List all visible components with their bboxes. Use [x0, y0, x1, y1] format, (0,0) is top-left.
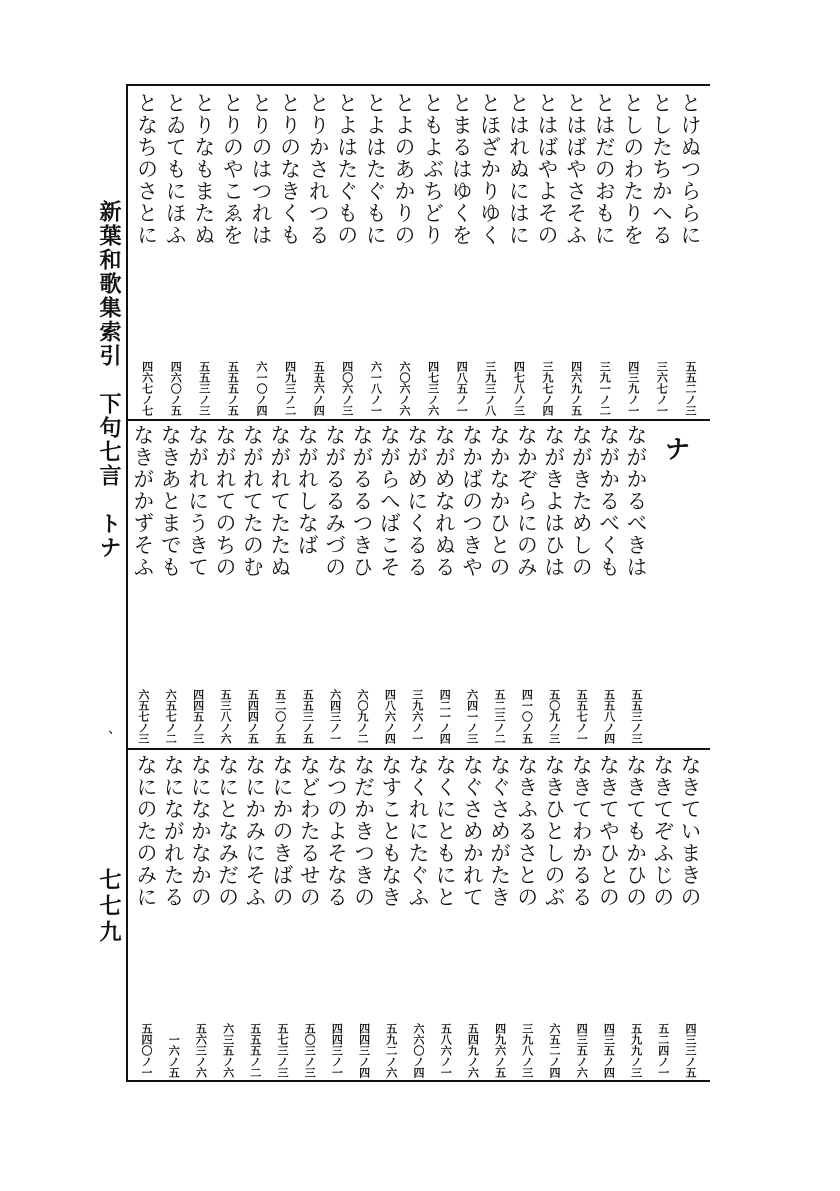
index-entry	[218, 92, 246, 416]
index-entry	[649, 754, 677, 1078]
index-entry	[186, 754, 214, 1078]
index-entry	[540, 424, 568, 744]
entry-reference: 四二一ノ四	[438, 689, 452, 744]
entry-verse: なきひとしのぶ	[542, 754, 566, 908]
index-entry	[431, 754, 459, 1078]
index-entry	[295, 754, 323, 1078]
entry-verse: とりのはつれは	[249, 92, 273, 246]
index-entry	[238, 424, 266, 744]
entry-reference: 五五三ノ五	[301, 689, 315, 744]
entry-reference: 六四三ノ一	[328, 689, 342, 744]
entry-verse: なくにともにと	[433, 754, 458, 908]
index-entry	[211, 424, 239, 744]
entry-verse: なかなかひとの	[487, 424, 511, 578]
index-entry	[129, 424, 157, 744]
entry-verse: なにかのきばの	[270, 754, 294, 908]
index-entry	[486, 754, 514, 1078]
entry-verse: としたちかへる	[649, 92, 674, 246]
entry-verse: なにかみにそふ	[242, 754, 267, 908]
entry-verse: ながめにくるる	[404, 424, 429, 578]
index-entry	[184, 424, 212, 744]
entry-verse: とりのなきくも	[277, 92, 302, 246]
index-entry	[276, 92, 304, 416]
entry-verse: なになかなかの	[188, 754, 213, 908]
entry-reference: 五九二ノ六	[384, 1023, 398, 1078]
entry-verse: ながれしなば	[295, 424, 320, 556]
entry-reference: 六五七ノ三	[136, 689, 150, 744]
entry-verse: とはばやよその	[535, 92, 559, 246]
index-entry	[513, 754, 541, 1078]
index-entry	[247, 92, 275, 416]
index-entry	[430, 424, 458, 744]
entry-reference: 四七八ノ三	[512, 361, 526, 416]
entry-reference: 五八六ノ一	[439, 1023, 453, 1078]
index-entry	[390, 92, 418, 416]
entry-verse: ながれてたたぬ	[267, 424, 292, 578]
page-number: 七七九	[96, 868, 122, 946]
entry-reference: 四四三ノ一	[330, 1023, 344, 1078]
index-entry	[322, 754, 350, 1078]
entry-verse: なくれにたぐふ	[406, 754, 430, 908]
index-entry	[622, 424, 650, 744]
index-entry	[156, 424, 184, 744]
index-entry	[375, 424, 403, 744]
section-na-part-2	[130, 754, 706, 1078]
entry-reference: 四八五ノ一	[455, 361, 469, 416]
entry-verse: なにながれたる	[161, 754, 186, 908]
index-entry	[533, 92, 561, 416]
entry-verse: ながれにうきて	[185, 424, 210, 578]
entry-reference: 六五七ノ二	[164, 689, 178, 744]
entry-reference: 一六ノ五	[167, 1034, 181, 1078]
index-entry	[562, 92, 590, 416]
entry-verse: とよはたぐもの	[334, 92, 359, 246]
entry-reference: 五五五ノ二	[248, 1023, 262, 1078]
section-divider-top	[126, 419, 710, 421]
entry-verse: なにのたのみに	[134, 754, 158, 908]
entry-reference: 五四〇ノ一	[140, 1023, 153, 1078]
margin-mark: 、	[108, 721, 122, 737]
entry-verse: とゐてもにほふ	[163, 92, 188, 246]
entry-verse: ながれてたのむ	[240, 424, 265, 578]
index-entry	[348, 424, 376, 744]
entry-reference: 四八六ノ四	[383, 689, 397, 744]
entry-reference: 四九三ノ二	[283, 361, 297, 416]
entry-verse: ながるるみづの	[322, 424, 347, 578]
entry-reference: 六六〇ノ四	[412, 1023, 425, 1078]
entry-reference: 六一〇ノ四	[255, 361, 268, 416]
index-entry	[567, 424, 595, 744]
entry-verse: ともよぶちどり	[420, 92, 445, 246]
entry-verse: とりなもまたぬ	[191, 92, 216, 246]
entry-reference: 五六三ノ六	[194, 1023, 208, 1078]
entry-reference: 五〇九ノ三	[547, 689, 561, 744]
entry-reference: 三九六ノ一	[410, 689, 424, 744]
index-entry	[676, 754, 704, 1078]
entry-reference: 三九一ノ二	[598, 361, 612, 416]
entry-verse: ながれてのちの	[213, 424, 237, 578]
entry-reference: 四三五ノ六	[575, 1023, 589, 1078]
entry-verse: ながかるべくも	[596, 424, 621, 578]
entry-verse: なきてわかるる	[569, 754, 594, 908]
entry-reference: 三九七ノ四	[541, 361, 554, 416]
index-entry	[403, 424, 431, 744]
entry-reference: 四三五ノ四	[602, 1023, 616, 1078]
entry-verse: なきてやひとの	[596, 754, 621, 908]
index-entry	[676, 92, 704, 416]
entry-reference: 五四九ノ六	[466, 1023, 480, 1078]
entry-verse: ながるるつきひ	[350, 424, 374, 578]
entry-reference: 四六七ノ七	[140, 361, 154, 416]
entry-verse: ながきよはひは	[541, 424, 566, 578]
index-entry	[622, 754, 650, 1078]
index-entry	[159, 754, 187, 1078]
entry-reference: 四四五ノ三	[191, 689, 205, 744]
entry-reference: 五五七ノ一	[575, 689, 589, 744]
entry-reference: 四一〇ノ五	[520, 689, 534, 744]
entry-verse: ながきためしの	[569, 424, 594, 578]
index-entry	[594, 754, 622, 1078]
entry-verse: ながらへばこそ	[377, 424, 402, 578]
entry-reference: 五五五ノ五	[226, 361, 240, 416]
entry-reference: 五二〇ノ五	[273, 689, 287, 744]
index-entry	[350, 754, 378, 1078]
entry-reference: 五二三ノ二	[493, 689, 506, 744]
section-na-part-1	[130, 424, 706, 744]
index-entry	[293, 424, 321, 744]
entry-verse: なきてもかひの	[623, 754, 648, 908]
entry-verse: とはばやさそふ	[563, 92, 588, 246]
index-entry	[476, 92, 504, 416]
entry-verse: なかばのつきや	[459, 424, 484, 578]
index-entry	[458, 754, 486, 1078]
entry-reference: 五三八ノ六	[219, 689, 232, 744]
entry-verse: なきあとまでも	[158, 424, 183, 578]
entry-reference: 四六〇ノ五	[169, 361, 183, 416]
entry-reference: 四三三ノ五	[684, 1023, 697, 1078]
entry-reference: 三六七ノ一	[655, 361, 669, 416]
index-entry	[333, 92, 361, 416]
entry-reference: 五四四ノ五	[246, 689, 260, 744]
entry-reference: 四〇六ノ三	[340, 361, 354, 416]
entry-reference: 六四一ノ三	[465, 689, 479, 744]
entry-verse: ながかるべきは	[624, 424, 648, 578]
index-entry	[133, 92, 161, 416]
entry-verse: ながめなれぬる	[432, 424, 457, 578]
entry-verse: などわたるせの	[297, 754, 322, 908]
entry-verse: とりかされつる	[306, 92, 331, 246]
index-entry	[419, 92, 447, 416]
index-entry	[567, 754, 595, 1078]
index-entry	[377, 754, 405, 1078]
entry-verse: とまるはゆくを	[449, 92, 474, 246]
index-entry	[485, 424, 513, 744]
entry-verse: とりのやこゑを	[220, 92, 245, 246]
index-entry	[304, 92, 332, 416]
section-heading-na: ナ	[660, 435, 690, 461]
index-entry	[241, 754, 269, 1078]
index-entry	[647, 92, 675, 416]
entry-reference: 六〇六ノ六	[398, 361, 411, 416]
entry-verse: とほざかりゆく	[477, 92, 502, 246]
entry-verse: とはれぬにはに	[506, 92, 531, 246]
index-entry	[447, 92, 475, 416]
entry-reference: 四六九ノ五	[569, 361, 583, 416]
entry-reference: 五〇三ノ三	[303, 1023, 317, 1078]
entry-verse: なぐさめがたき	[487, 754, 512, 908]
entry-verse: なすこともなき	[378, 754, 403, 908]
entry-reference: 五五三ノ三	[197, 361, 211, 416]
entry-reference: 五二四ノ一	[656, 1023, 670, 1078]
entry-verse: なきていまきの	[678, 754, 702, 908]
index-entry	[504, 92, 532, 416]
entry-verse: なきがかずそふ	[130, 424, 155, 578]
index-entry	[404, 754, 432, 1078]
index-entry	[540, 754, 568, 1078]
entry-reference: 六一八ノ一	[369, 361, 383, 416]
entry-verse: となちのさとに	[134, 92, 159, 246]
entry-reference: 四四三ノ四	[357, 1023, 371, 1078]
index-entry	[268, 754, 296, 1078]
index-entry	[595, 424, 623, 744]
entry-reference: 三九三ノ八	[483, 361, 497, 416]
entry-verse: なかぞらにのみ	[514, 424, 539, 578]
index-entry	[458, 424, 486, 744]
entry-verse: とけぬつららに	[678, 92, 702, 246]
section-divider-bottom	[126, 748, 710, 750]
index-entry	[266, 424, 294, 744]
entry-verse: なにとなみだの	[215, 754, 240, 908]
entry-verse: としのわたりを	[620, 92, 645, 246]
entry-reference: 五五六ノ四	[312, 361, 326, 416]
entry-verse: なぐさめかれて	[460, 754, 485, 908]
index-entry	[132, 754, 160, 1078]
entry-reference: 三九八ノ三	[520, 1023, 534, 1078]
section-to	[130, 92, 706, 416]
index-entry	[590, 92, 618, 416]
entry-reference: 五五二ノ三	[684, 361, 697, 416]
index-entry	[361, 92, 389, 416]
entry-verse: なきふるさとの	[514, 754, 539, 908]
entry-reference: 四三九ノ一	[626, 361, 640, 416]
running-head: 新葉和歌集索引 下句七言 トナ	[96, 200, 122, 560]
index-entry	[619, 92, 647, 416]
entry-reference: 六〇九ノ二	[356, 689, 369, 744]
index-entry	[512, 424, 540, 744]
entry-verse: なだかきつきの	[351, 754, 376, 908]
entry-reference: 五五八ノ四	[602, 689, 616, 744]
index-entry	[321, 424, 349, 744]
entry-reference: 四九六ノ五	[493, 1023, 507, 1078]
index-entry	[190, 92, 218, 416]
index-entry	[161, 92, 189, 416]
index-entry	[214, 754, 242, 1078]
entry-reference: 五七三ノ三	[276, 1023, 289, 1078]
entry-verse: とよはたぐもに	[363, 92, 388, 246]
entry-reference: 五九九ノ三	[629, 1023, 643, 1078]
entry-verse: とよのあかりの	[392, 92, 416, 246]
entry-reference: 五五三ノ三	[630, 689, 643, 744]
entry-reference: 六三五ノ六	[221, 1023, 235, 1078]
entry-verse: なきてぞふじの	[650, 754, 675, 908]
entry-reference: 四七三ノ六	[426, 361, 440, 416]
entry-reference: 六五二ノ四	[548, 1023, 561, 1078]
entry-verse: とはだのおもに	[592, 92, 617, 246]
entry-verse: なつのよそなる	[324, 754, 349, 908]
